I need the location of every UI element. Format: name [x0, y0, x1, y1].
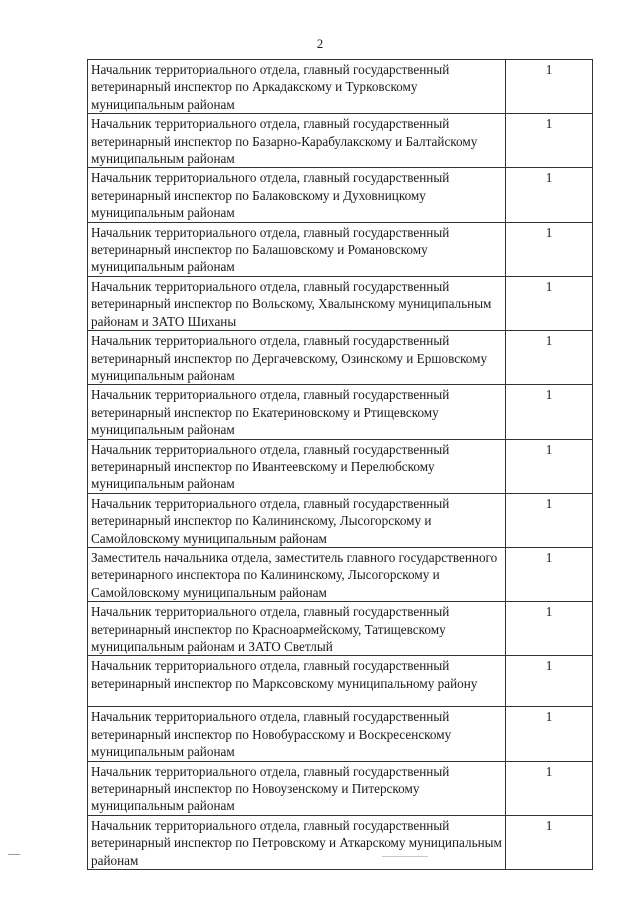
position-title-cell: Начальник территориального отдела, главный государственный ветеринарный инспектор по Базарно-Карабулакскому и Балтайскому муниципальным районам — [88, 114, 506, 168]
table-row — [88, 114, 593, 168]
table-row — [88, 707, 593, 761]
table-row — [88, 493, 593, 547]
table-row — [88, 547, 593, 601]
scan-mark-left — [8, 854, 20, 855]
position-title-cell: Начальник территориального отдела, главный государственный ветеринарный инспектор по Петровскому и Аткарскому муниципальным районам — [88, 815, 506, 869]
position-count-cell: 1 — [506, 168, 593, 222]
position-title-cell: Заместитель начальника отдела, заместитель главного государственного ветеринарного инспектора по Калининскому, Лысогорскому и Самойловскому муниципальным районам — [88, 547, 506, 601]
position-count-cell: 1 — [506, 114, 593, 168]
table-row — [88, 602, 593, 656]
position-title-cell: Начальник территориального отдела, главный государственный ветеринарный инспектор по Балашовскому и Романовскому муниципальным районам — [88, 222, 506, 276]
table-row — [88, 815, 593, 869]
position-title-cell: Начальник территориального отдела, главный государственный ветеринарный инспектор по Новоузенскому и Питерскому муниципальным районам — [88, 761, 506, 815]
position-title-cell: Начальник территориального отдела, главный государственный ветеринарный инспектор по Калининскому, Лысогорскому и Самойловскому муниципальным районам — [88, 493, 506, 547]
table-row — [88, 276, 593, 330]
position-count-cell: 1 — [506, 547, 593, 601]
table-row — [88, 168, 593, 222]
position-title-cell: Начальник территориального отдела, главный государственный ветеринарный инспектор по Ивантеевскому и Перелюбскому муниципальным районам — [88, 439, 506, 493]
scan-mark-center — [382, 856, 428, 857]
position-count-cell: 1 — [506, 222, 593, 276]
position-count-cell: 1 — [506, 707, 593, 761]
position-count-cell: 1 — [506, 761, 593, 815]
position-count-cell: 1 — [506, 602, 593, 656]
table-row — [88, 656, 593, 707]
position-title-cell: Начальник территориального отдела, главный государственный ветеринарный инспектор по Марксовскому муниципальному району — [88, 656, 506, 707]
table-row — [88, 385, 593, 439]
table-row — [88, 60, 593, 114]
position-count-cell: 1 — [506, 331, 593, 385]
position-count-cell: 1 — [506, 276, 593, 330]
table-row — [88, 439, 593, 493]
position-count-cell: 1 — [506, 385, 593, 439]
position-count-cell: 1 — [506, 60, 593, 114]
table-row — [88, 331, 593, 385]
position-count-cell: 1 — [506, 656, 593, 707]
position-title-cell: Начальник территориального отдела, главный государственный ветеринарный инспектор по Красноармейскому, Татищевскому муниципальным районам и ЗАТО Светлый — [88, 602, 506, 656]
positions-table-body — [88, 60, 593, 870]
position-title-cell: Начальник территориального отдела, главный государственный ветеринарный инспектор по Дергачевскому, Озинскому и Ершовскому муниципальным районам — [88, 331, 506, 385]
position-title-cell: Начальник территориального отдела, главный государственный ветеринарный инспектор по Вольскому, Хвалынскому муниципальным районам и ЗАТО Шиханы — [88, 276, 506, 330]
position-count-cell: 1 — [506, 439, 593, 493]
position-count-cell: 1 — [506, 493, 593, 547]
position-count-cell: 1 — [506, 815, 593, 869]
position-title-cell: Начальник территориального отдела, главный государственный ветеринарный инспектор по Аркадакскому и Турковскому муниципальным районам — [88, 60, 506, 114]
position-title-cell: Начальник территориального отдела, главный государственный ветеринарный инспектор по Новобурасскому и Воскресенскому муниципальным районам — [88, 707, 506, 761]
page-number: 2 — [316, 36, 324, 51]
position-title-cell: Начальник территориального отдела, главный государственный ветеринарный инспектор по Балаковскому и Духовницкому муниципальным районам — [88, 168, 506, 222]
table-row — [88, 761, 593, 815]
positions-table — [87, 59, 593, 870]
table-row — [88, 222, 593, 276]
position-title-cell: Начальник территориального отдела, главный государственный ветеринарный инспектор по Екатериновскому и Ртищевскому муниципальным районам — [88, 385, 506, 439]
